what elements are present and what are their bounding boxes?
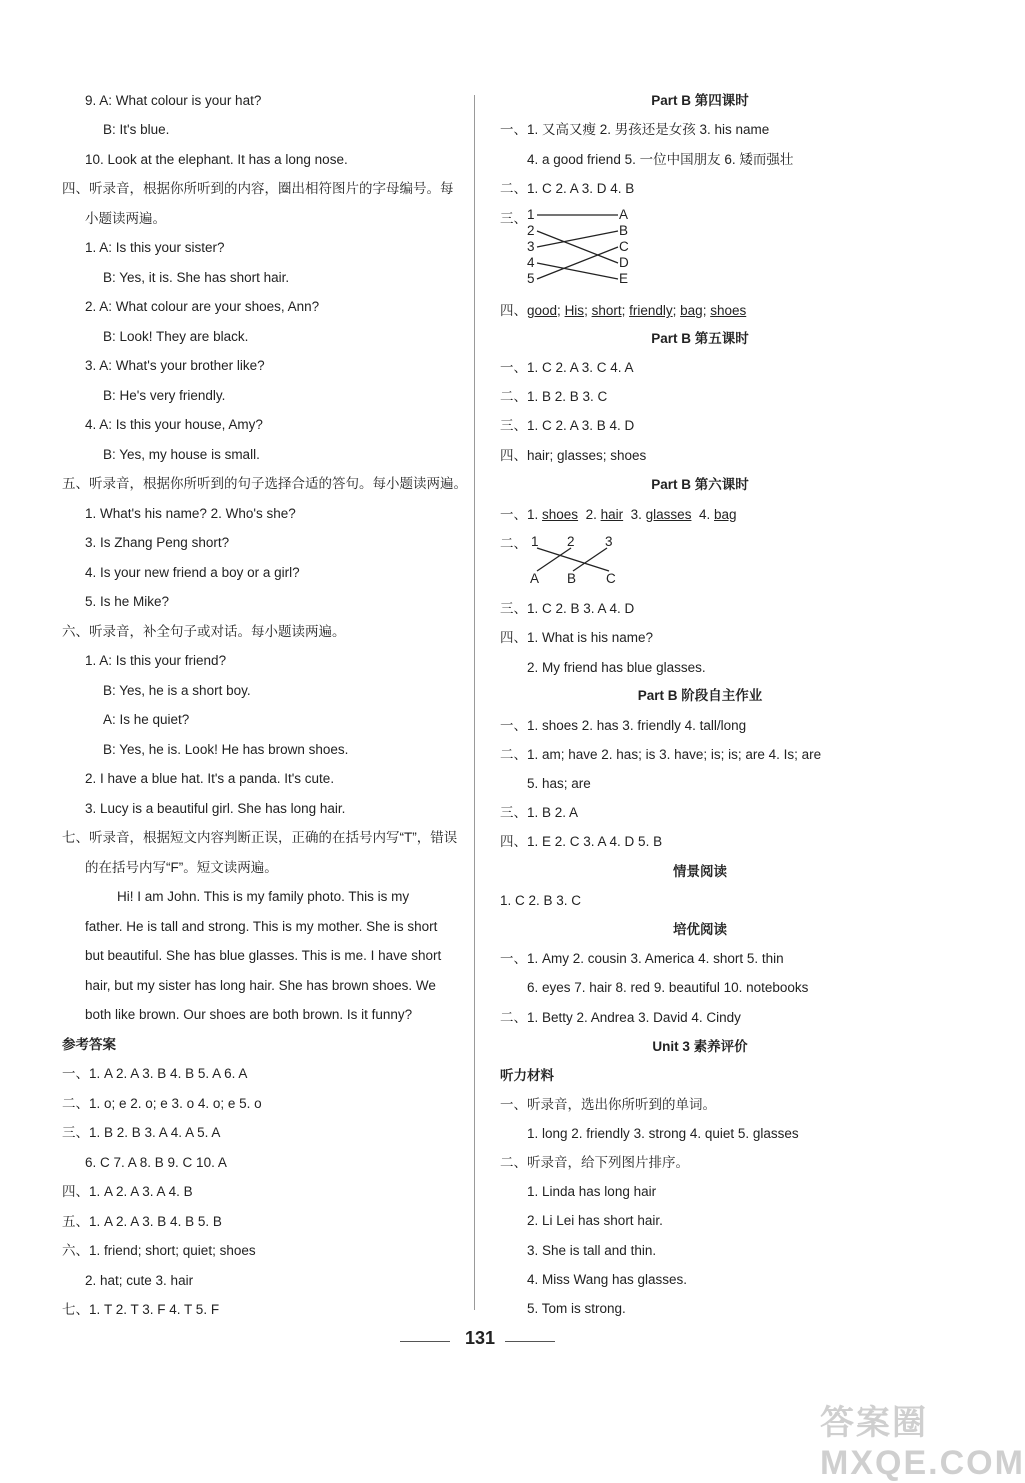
answer-line: 一、1. Amy 2. cousin 3. America 4. short 5. thin bbox=[500, 951, 784, 966]
answer-line: 四、1. What is his name? bbox=[500, 630, 654, 645]
answer-line: 二、1. o; e 2. o; e 3. o 4. o; e 5. o bbox=[62, 1096, 262, 1111]
answer-line: 四、1. A 2. A 3. A 4. B bbox=[62, 1184, 193, 1199]
dialogue-line: 3. Lucy is a beautiful girl. She has long hair. bbox=[85, 801, 346, 816]
match-line bbox=[573, 548, 607, 571]
answer-line: 4. a good friend 5. 一位中国朋友 6. 矮而强壮 bbox=[527, 152, 794, 167]
match-right-label: B bbox=[619, 223, 629, 238]
section-title: 二、听录音，给下列图片排序。 bbox=[500, 1155, 689, 1170]
item-number: 3. bbox=[630, 507, 642, 522]
answer-line: 6. C 7. A 8. B 9. C 10. A bbox=[85, 1155, 227, 1170]
match-line bbox=[537, 231, 618, 247]
match-top-label: 2 bbox=[567, 534, 575, 549]
section-heading: Part B 第五课时 bbox=[651, 331, 749, 346]
answer-line: 三、1. B 2. B 3. A 4. A 5. A bbox=[62, 1125, 221, 1140]
section-title: 的在括号内写“F”。短文读两遍。 bbox=[85, 860, 278, 875]
answer-line: 三、1. C 2. B 3. A 4. D bbox=[500, 601, 635, 616]
answer-key-title: 参考答案 bbox=[62, 1037, 116, 1052]
answer-line: 1. long 2. friendly 3. strong 4. quiet 5. glasses bbox=[527, 1126, 799, 1141]
match-bottom-label: A bbox=[530, 571, 540, 586]
dialogue-line: B: Yes, he is a short boy. bbox=[103, 683, 251, 698]
column-divider bbox=[474, 95, 475, 1310]
answer-line: 四、1. E 2. C 3. A 4. D 5. B bbox=[500, 834, 663, 849]
section-heading: 情景阅读 bbox=[673, 864, 727, 879]
listening-line: 5. Tom is strong. bbox=[527, 1301, 626, 1316]
underlined-word: friendly bbox=[629, 303, 673, 318]
listening-line: 4. Miss Wang has glasses. bbox=[527, 1272, 688, 1287]
underlined-word: good bbox=[527, 303, 558, 318]
underlined-word: glasses bbox=[645, 507, 692, 522]
underlined-word: shoes bbox=[542, 507, 579, 522]
match-right-label: E bbox=[619, 271, 629, 286]
page-number: 131 bbox=[464, 1328, 496, 1348]
dialogue-line: 2. I have a blue hat. It's a panda. It's cute. bbox=[85, 771, 335, 786]
answer-line: 一、1. 又高又瘦 2. 男孩还是女孩 3. his name bbox=[500, 122, 770, 137]
answer-prefix: 四、 bbox=[500, 303, 527, 318]
dialogue-line: B: Yes, he is. Look! He has brown shoes. bbox=[103, 742, 349, 757]
match-bottom-label: B bbox=[567, 571, 577, 586]
section-heading: Part B 第六课时 bbox=[651, 477, 749, 492]
underlined-word: shoes bbox=[710, 303, 747, 318]
matching-diagram bbox=[527, 207, 637, 289]
passage-line: Hi! I am John. This is my family photo. This is my bbox=[117, 889, 410, 904]
answer-line: 五、1. A 2. A 3. B 4. B 5. B bbox=[62, 1214, 222, 1229]
watermark-logo: 答案圈 MXQE.COM bbox=[820, 1404, 1025, 1482]
listening-line: 2. Li Lei has short hair. bbox=[527, 1213, 663, 1228]
underlined-word: bag bbox=[714, 507, 737, 522]
underlined-word: bag bbox=[680, 303, 703, 318]
dialogue-line: 2. A: What colour are your shoes, Ann? bbox=[85, 299, 320, 314]
dialogue-line: B: Yes, it is. She has short hair. bbox=[103, 270, 290, 285]
matching-lines bbox=[527, 207, 637, 289]
section-heading: Part B 阶段自主作业 bbox=[637, 688, 763, 703]
page-number-rule bbox=[505, 1341, 555, 1342]
answer-line: 一、1. shoes 2. has 3. friendly 4. tall/long bbox=[500, 718, 747, 733]
answer-line bbox=[500, 507, 737, 523]
answer-line: 2. hat; cute 3. hair bbox=[85, 1273, 194, 1288]
item-number: 1. bbox=[527, 507, 539, 522]
answer-prefix: 一、 bbox=[500, 507, 527, 522]
answer-line: 一、1. A 2. A 3. B 4. B 5. A 6. A bbox=[62, 1066, 248, 1081]
matching-diagram bbox=[527, 534, 627, 588]
answer-line: 6. eyes 7. hair 8. red 9. beautiful 10. notebooks bbox=[527, 980, 809, 995]
section-title: 小题读两遍。 bbox=[85, 211, 166, 226]
dialogue-line: 3. A: What's your brother like? bbox=[85, 358, 265, 373]
match-left-label: 5 bbox=[527, 271, 535, 286]
dialogue-line: 4. A: Is this your house, Amy? bbox=[85, 417, 263, 432]
section-title: 六、听录音，补全句子或对话。每小题读两遍。 bbox=[62, 624, 346, 639]
question-line: 1. What's his name? 2. Who's she? bbox=[85, 506, 296, 521]
passage-line: hair, but my sister has long hair. She has brown shoes. We bbox=[85, 978, 436, 993]
match-top-label: 3 bbox=[605, 534, 613, 549]
match-line bbox=[537, 548, 609, 571]
passage-line: father. He is tall and strong. This is my mother. She is short bbox=[85, 919, 438, 934]
item-number: 4. bbox=[698, 507, 711, 522]
match-line bbox=[537, 247, 618, 279]
answer-line: 七、1. T 2. T 3. F 4. T 5. F bbox=[62, 1302, 220, 1317]
subsection-title: 听力材料 bbox=[500, 1068, 554, 1083]
answer-line: 二、1. am; have 2. has; is 3. have; is; is; are 4. Is; are bbox=[500, 747, 822, 762]
answer-line: 二、1. C 2. A 3. D 4. B bbox=[500, 181, 635, 196]
dialogue-line: B: Look! They are black. bbox=[103, 329, 249, 344]
answer-line: 一、1. C 2. A 3. C 4. A bbox=[500, 360, 634, 375]
section-title: 七、听录音，根据短文内容判断正误，正确的在括号内写“T”，错误 bbox=[62, 830, 458, 845]
dialogue-line: 1. A: Is this your sister? bbox=[85, 240, 225, 255]
dialogue-line: B: It's blue. bbox=[103, 122, 170, 137]
match-right-label: C bbox=[619, 239, 629, 254]
answer-line: 四、hair; glasses; shoes bbox=[500, 448, 647, 463]
answer-line: 三、1. B 2. A bbox=[500, 805, 579, 820]
dialogue-line: 10. Look at the elephant. It has a long nose. bbox=[85, 152, 348, 167]
answer-line: 5. has; are bbox=[527, 776, 591, 791]
answer-line: 2. My friend has blue glasses. bbox=[527, 660, 706, 675]
match-left-label: 4 bbox=[527, 255, 535, 270]
dialogue-line: 9. A: What colour is your hat? bbox=[85, 93, 262, 108]
match-left-label: 3 bbox=[527, 239, 535, 254]
answer-line: 三、1. C 2. A 3. B 4. D bbox=[500, 418, 635, 433]
match-top-label: 1 bbox=[531, 534, 539, 549]
match-line bbox=[537, 231, 618, 263]
question-line: 5. Is he Mike? bbox=[85, 594, 170, 609]
answer-line: 二、1. Betty 2. Andrea 3. David 4. Cindy bbox=[500, 1010, 741, 1025]
match-right-label: D bbox=[619, 255, 629, 270]
match-bottom-label: C bbox=[606, 571, 616, 586]
match-left-label: 1 bbox=[527, 207, 535, 222]
match-left-label: 2 bbox=[527, 223, 535, 238]
page-number-rule bbox=[400, 1341, 450, 1342]
underlined-word: short bbox=[591, 303, 622, 318]
section-title: 五、听录音，根据你所听到的句子选择合适的答句。每小题读两遍。 bbox=[62, 476, 467, 491]
match-line bbox=[537, 548, 571, 571]
section-title: 一、听录音，选出你所听到的单词。 bbox=[500, 1097, 716, 1112]
answer-line: 四、good; His; short; friendly; bag; shoes bbox=[500, 303, 747, 318]
dialogue-line: B: Yes, my house is small. bbox=[103, 447, 260, 462]
answer-line: 1. C 2. B 3. C bbox=[500, 893, 582, 908]
match-right-label: A bbox=[619, 207, 629, 222]
matching-lines bbox=[527, 534, 627, 588]
listening-line: 1. Linda has long hair bbox=[527, 1184, 657, 1199]
listening-line: 3. She is tall and thin. bbox=[527, 1243, 657, 1258]
question-line: 4. Is your new friend a boy or a girl? bbox=[85, 565, 300, 580]
answer-label: 二、 bbox=[500, 536, 527, 551]
item-number: 2. bbox=[585, 507, 597, 522]
section-heading: 培优阅读 bbox=[673, 922, 727, 937]
answer-label: 三、 bbox=[500, 211, 527, 226]
underlined-word: His bbox=[564, 303, 585, 318]
answer-line: 二、1. B 2. B 3. C bbox=[500, 389, 608, 404]
underlined-word: hair bbox=[600, 507, 624, 522]
match-line bbox=[537, 263, 618, 279]
question-line: 3. Is Zhang Peng short? bbox=[85, 535, 230, 550]
section-title: 四、听录音，根据你所听到的内容，圈出相符图片的字母编号。每 bbox=[62, 181, 454, 196]
dialogue-line: B: He's very friendly. bbox=[103, 388, 226, 403]
section-heading: Part B 第四课时 bbox=[651, 93, 749, 108]
passage-line: but beautiful. She has blue glasses. This is me. I have short bbox=[85, 948, 442, 963]
passage-line: both like brown. Our shoes are both brown. Is it funny? bbox=[85, 1007, 413, 1022]
dialogue-line: A: Is he quiet? bbox=[103, 712, 190, 727]
unit-heading: Unit 3 素养评价 bbox=[652, 1039, 748, 1054]
dialogue-line: 1. A: Is this your friend? bbox=[85, 653, 227, 668]
answer-line: 六、1. friend; short; quiet; shoes bbox=[62, 1243, 256, 1258]
